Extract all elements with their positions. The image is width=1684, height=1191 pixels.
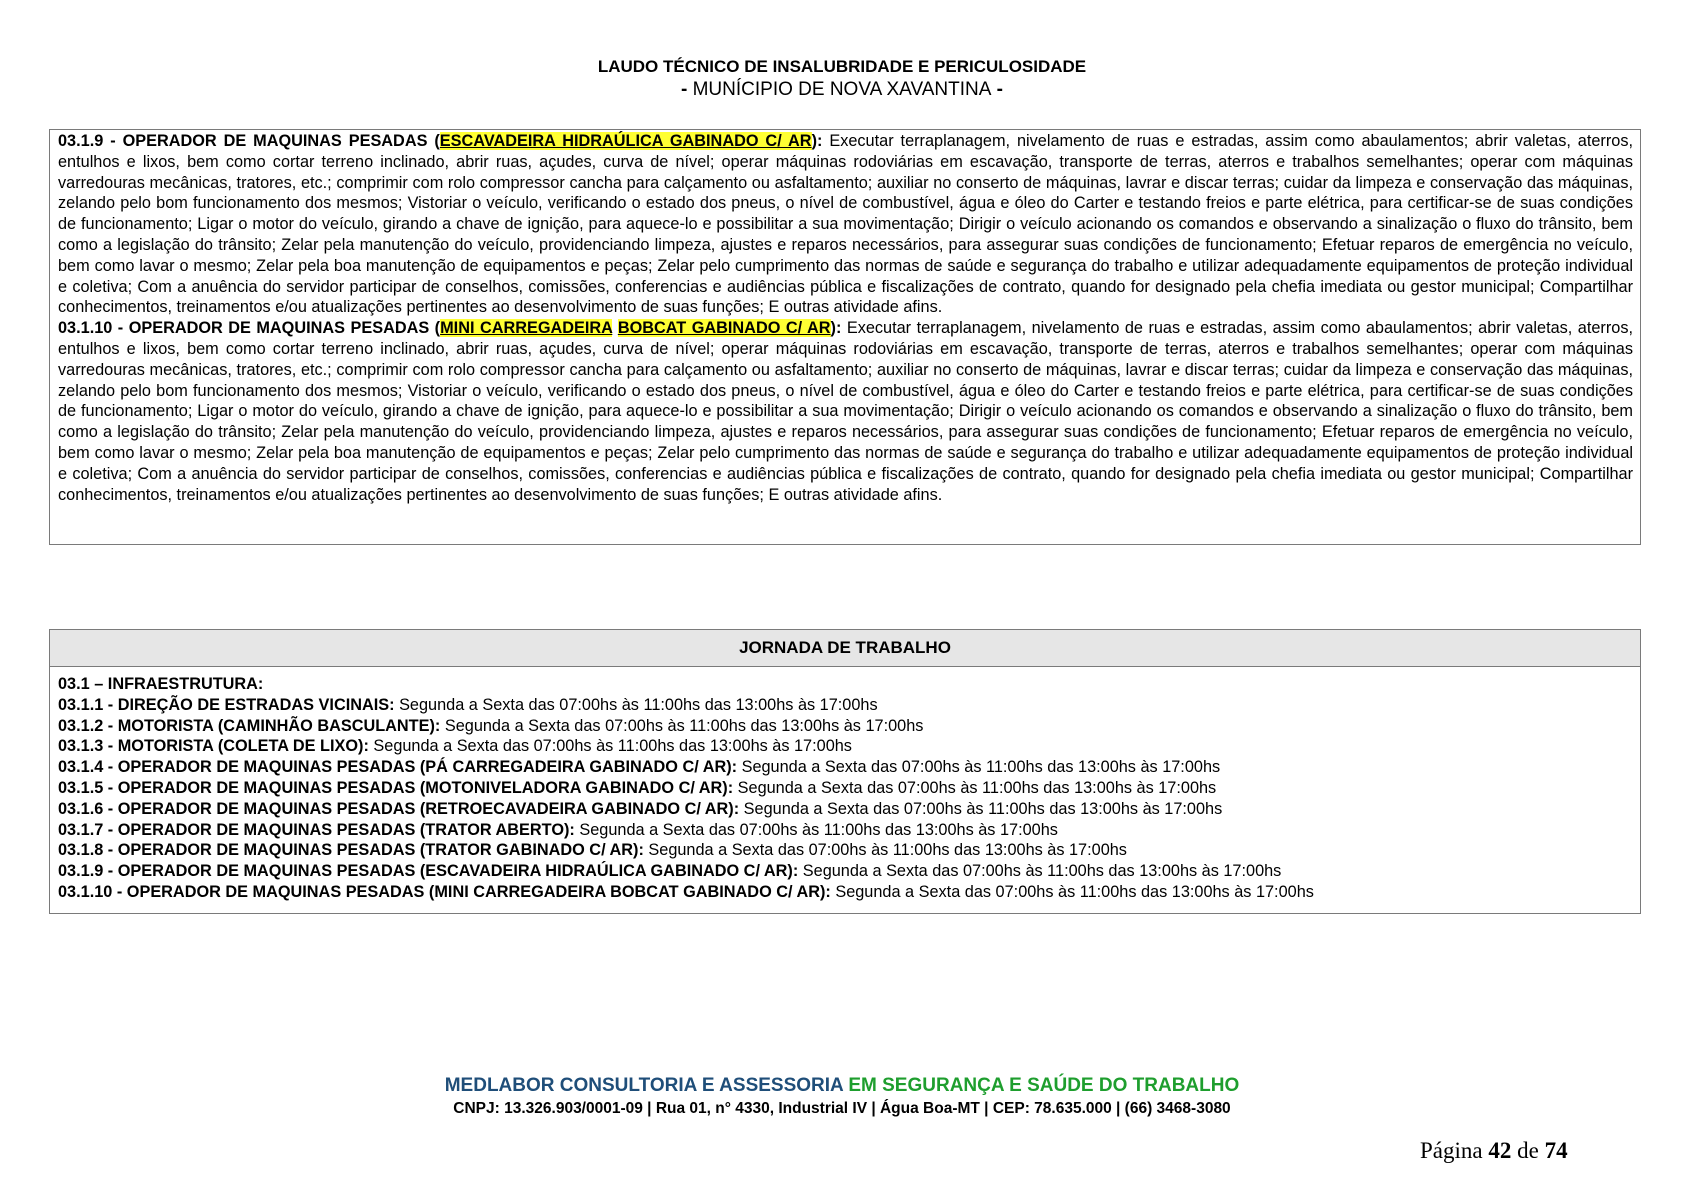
schedule-item: 03.1.5 - OPERADOR DE MAQUINAS PESADAS (MOTONIVELADORA GABINADO C/ AR): Segunda a Sexta das 07:00hs às 11:00hs das 13:00hs às 17:00hs bbox=[58, 778, 1217, 797]
highlight: ESCAVADEIRA HIDRAÚLICA GABINADO C/ AR bbox=[439, 132, 812, 150]
schedule-item: 03.1.8 - OPERADOR DE MAQUINAS PESADAS (TRATOR GABINADO C/ AR): Segunda a Sexta das 07:00hs às 11:00hs das 13:00hs às 17:00hs bbox=[58, 841, 1127, 860]
section-heading: 03.1 – INFRAESTRUTURA: bbox=[58, 675, 264, 693]
schedule-item: 03.1.9 - OPERADOR DE MAQUINAS PESADAS (ESCAVADEIRA HIDRAÚLICA GABINADO C/ AR): Segunda a Sexta das 07:00hs às 11:00hs das 13:00hs às 17:00hs bbox=[58, 862, 1282, 881]
work-schedule-box bbox=[49, 629, 1641, 914]
schedule-item: 03.1.6 - OPERADOR DE MAQUINAS PESADAS (RETROECAVADEIRA GABINADO C/ AR): Segunda a Sexta das 07:00hs às 11:00hs das 13:00hs às 17:00hs bbox=[58, 799, 1223, 818]
schedule-item: 03.1.1 - DIREÇÃO DE ESTRADAS VICINAIS: Segunda a Sexta das 07:00hs às 11:00hs das 13:00hs às 17:00hs bbox=[58, 695, 878, 714]
highlight: BOBCAT GABINADO C/ AR bbox=[617, 319, 831, 338]
schedule-item: 03.1.2 - MOTORISTA (CAMINHÃO BASCULANTE): Segunda a Sexta das 07:00hs às 11:00hs das 13:00hs às 17:00hs bbox=[58, 716, 924, 735]
job-description-03-1-10: 03.1.10 - OPERADOR DE MAQUINAS PESADAS (MINI CARREGADEIRA BOBCAT GABINADO C/ AR): Executar terraplanagem, nivelamento de ruas e estradas, assim como abaulamentos; abrir valetas, aterros, entulhos e lixos, bem como cortar terreno inclinado, abrir ruas, açudes, curva de nível; operar máquinas rodoviárias em escavação, transporte de terras, aterros e trabalhos semelhantes; operar com máquinas varredouras mecânicas, tratores, etc.; comprimir com rolo compressor cancha para calçamento ou asfaltamento; auxiliar no conserto de máquinas, lavrar e discar terras; cuidar da limpeza e conservação das máquinas, zelando pelo bom funcionamento dos mesmos; Vistoriar o veículo, verificando o estado dos pneus, o nível de combustível, água e óleo do Carter e testando freios e parte elétrica, para certificar-se de suas condições de funcionamento; Ligar o motor do veículo, girando a chave de ignição, para aquece-lo e possibilitar a sua movimentação; Dirigir o veículo acionando os comandos e observando a sinalização o fluxo do trânsito, bem como a legislação do trânsito; Zelar pela manutenção do veículo, providenciando limpeza, ajustes e reparos necessários, para assegurar suas condições de funcionamento; Efetuar reparos de emergência no veículo, bem como lavar o mesmo; Zelar pela boa manutenção de equipamentos e peças; Zelar pelo cumprimento das normas de saúde e segurança do trabalho e utilizar adequadamente equipamentos de proteção individual e coletiva; Com a anuência do servidor participar de conselhos, comissões, conferencias e audiências pública e fiscalizações de contrato, quando for designado pela chefia imediata ou gestor municipal; Compartilhar conhecimentos, treinamentos e/ou atualizações pertinentes ao desenvolvimento de suas funções; E outras atividade afins. bbox=[58, 319, 1633, 504]
schedule-item: 03.1.4 - OPERADOR DE MAQUINAS PESADAS (PÁ CARREGADEIRA GABINADO C/ AR): Segunda a Sexta das 07:00hs às 11:00hs das 13:00hs às 17:00hs bbox=[58, 758, 1221, 777]
document-title: LAUDO TÉCNICO DE INSALUBRIDADE E PERICULOSIDADE bbox=[597, 57, 1087, 76]
schedule-item: 03.1.3 - MOTORISTA (COLETA DE LIXO): Segunda a Sexta das 07:00hs às 11:00hs das 13:00hs às 17:00hs bbox=[58, 737, 852, 756]
work-schedule-list bbox=[50, 667, 1640, 903]
job-description-03-1-9: 03.1.9 - OPERADOR DE MAQUINAS PESADAS (ESCAVADEIRA HIDRAÚLICA GABINADO C/ AR): Executar terraplanagem, nivelamento de ruas e estradas, assim como abaulamentos; abrir valetas, aterros, entulhos e lixos, bem como cortar terreno inclinado, abrir ruas, açudes, curva de nível; operar máquinas rodoviárias em escavação, transporte de terras, aterros e trabalhos semelhantes; operar com máquinas varredouras mecânicas, tratores, etc.; comprimir com rolo compressor cancha para calçamento ou asfaltamento; auxiliar no conserto de máquinas, lavrar e discar terras; cuidar da limpeza e conservação das máquinas, zelando pelo bom funcionamento dos mesmos; Vistoriar o veículo, verificando o estado dos pneus, o nível de combustível, água e óleo do Carter e testando freios e parte elétrica, para certificar-se de suas condições de funcionamento; Ligar o motor do veículo, girando a chave de ignição, para aquece-lo e possibilitar a sua movimentação; Dirigir o veículo acionando os comandos e observando a sinalização o fluxo do trânsito, bem como a legislação do trânsito; Zelar pela manutenção do veículo, providenciando limpeza, ajustes e reparos necessários, para assegurar suas condições de funcionamento; Efetuar reparos de emergência no veículo, bem como lavar o mesmo; Zelar pela boa manutenção de equipamentos e peças; Zelar pelo cumprimento das normas de saúde e segurança do trabalho e utilizar adequadamente equipamentos de proteção individual e coletiva; Com a anuência do servidor participar de conselhos, comissões, conferencias e audiências pública e fiscalizações de contrato, quando for designado pela chefia imediata ou gestor municipal; Compartilhar conhecimentos, treinamentos e/ou atualizações pertinentes ao desenvolvimento de suas funções; E outras atividade afins. bbox=[58, 132, 1633, 317]
work-schedule-title: JORNADA DE TRABALHO bbox=[50, 630, 1640, 667]
company-name: MEDLABOR CONSULTORIA E ASSESSORIA EM SEGURANÇA E SAÚDE DO TRABALHO bbox=[444, 1075, 1240, 1096]
schedule-item: 03.1.10 - OPERADOR DE MAQUINAS PESADAS (MINI CARREGADEIRA BOBCAT GABINADO C/ AR): Segunda a Sexta das 07:00hs às 11:00hs das 13:00hs às 17:00hs bbox=[58, 882, 1314, 901]
document-footer bbox=[0, 1073, 1684, 1120]
highlight: MINI CARREGADEIRA bbox=[440, 319, 613, 338]
document-header bbox=[0, 56, 1684, 102]
page-number: Página 42 de 74 bbox=[1420, 1138, 1568, 1163]
job-descriptions-box bbox=[49, 129, 1641, 545]
document-subtitle: - MUNÍCIPIO DE NOVA XAVANTINA - bbox=[681, 79, 1003, 100]
schedule-item: 03.1.7 - OPERADOR DE MAQUINAS PESADAS (TRATOR ABERTO): Segunda a Sexta das 07:00hs às 11:00hs das 13:00hs às 17:00hs bbox=[58, 820, 1058, 839]
company-address: CNPJ: 13.326.903/0001-09 | Rua 01, n° 4330, Industrial IV | Água Boa-MT | CEP: 78.635.000 | (66) 3468-3080 bbox=[453, 1100, 1231, 1117]
